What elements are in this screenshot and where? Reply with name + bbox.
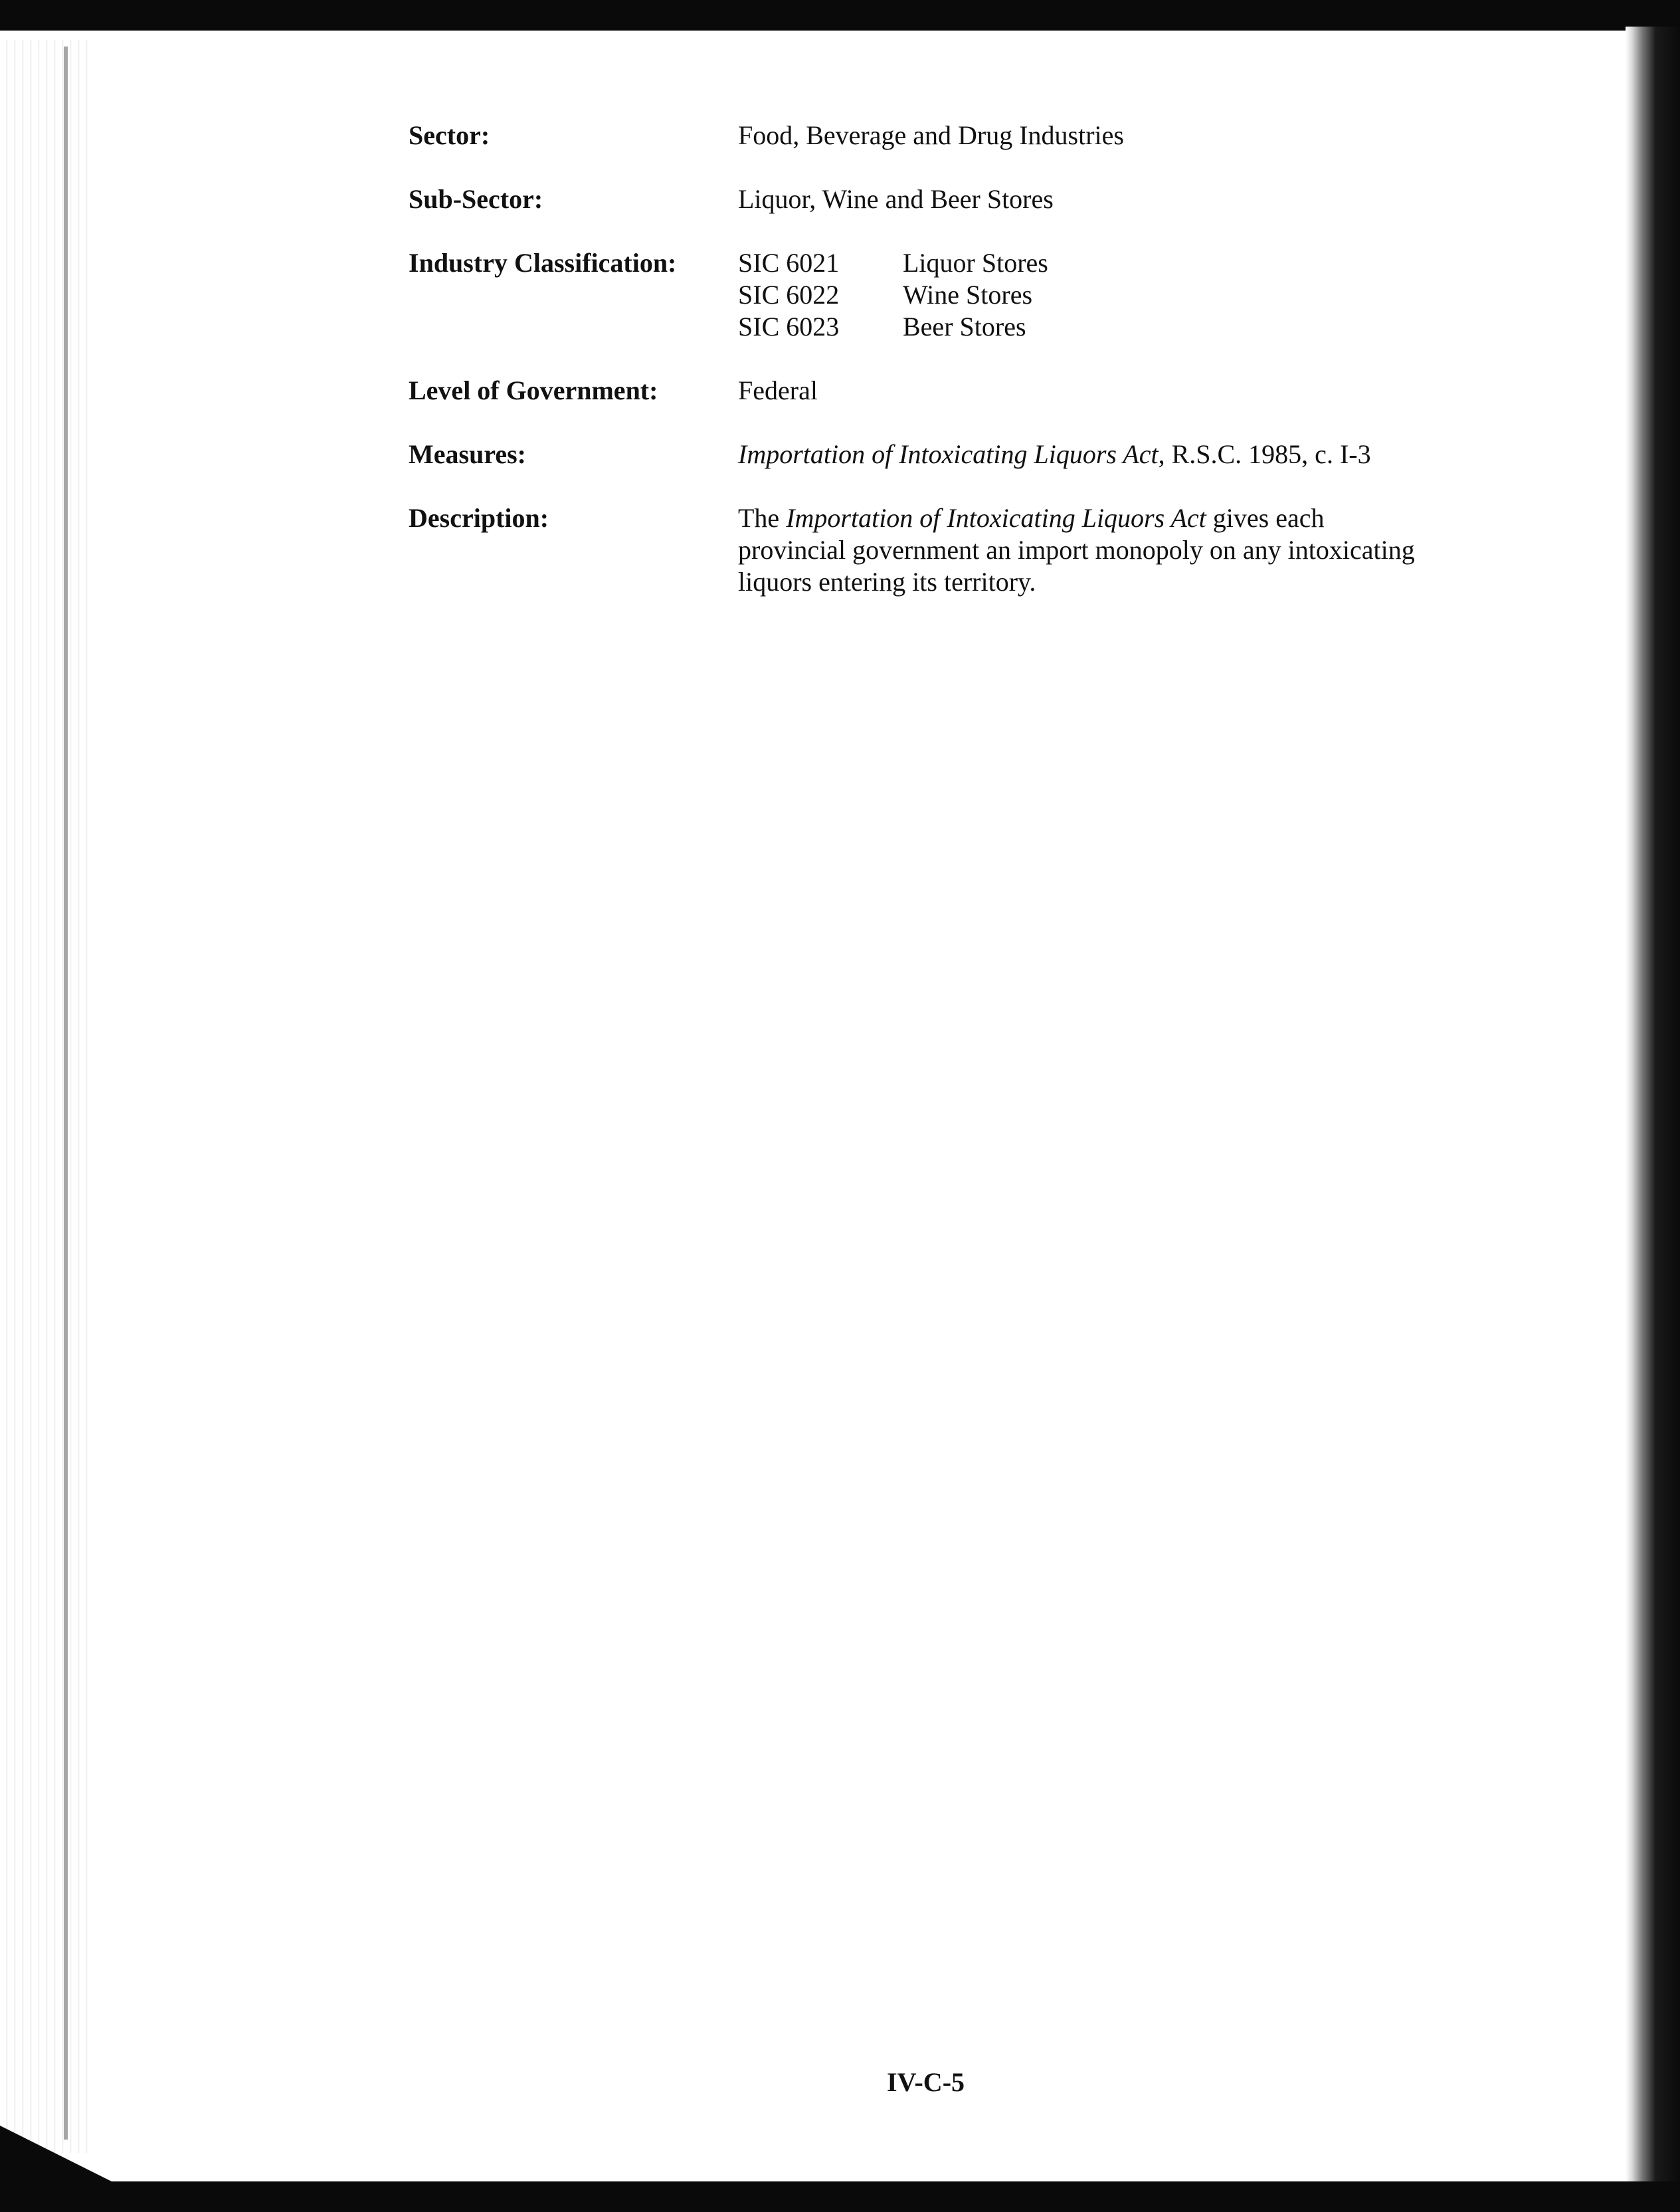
description-line-1 — [738, 502, 1475, 534]
scan-top-edge — [0, 0, 1680, 31]
description-suffix: gives each — [1206, 503, 1325, 533]
sub-sector-value: Liquor, Wine and Beer Stores — [738, 184, 1054, 214]
measures-label: Measures: — [409, 439, 526, 469]
level-of-government-value: Federal — [738, 375, 818, 405]
sector-label: Sector: — [409, 120, 490, 150]
scan-bottom-edge — [0, 2181, 1680, 2212]
sic-name: Wine Stores — [903, 280, 1033, 310]
level-of-government-label: Level of Government: — [409, 375, 658, 405]
sic-name: Liquor Stores — [903, 248, 1048, 278]
description-act-title: Importation of Intoxicating Liquors Act — [786, 503, 1206, 533]
industry-classification-label: Industry Classification: — [409, 248, 677, 278]
sic-code: SIC 6021 — [738, 248, 840, 278]
scan-left-noise — [0, 40, 93, 2153]
description-line-3: liquors entering its territory. — [738, 567, 1036, 597]
sic-name: Beer Stores — [903, 312, 1026, 342]
page-number: IV-C-5 — [887, 2067, 965, 2097]
description-label: Description: — [409, 503, 549, 533]
description-line-2: provincial government an import monopoly on any intoxicating — [738, 535, 1415, 565]
measures-citation: , R.S.C. 1985, c. I-3 — [1158, 439, 1371, 469]
sub-sector-label: Sub-Sector: — [409, 184, 543, 214]
sic-code: SIC 6022 — [738, 280, 840, 310]
measures-value — [738, 439, 1371, 470]
scan-binding-shadow — [64, 47, 68, 2140]
description-text — [738, 502, 1475, 598]
measures-act-title: Importation of Intoxicating Liquors Act — [738, 439, 1159, 469]
scan-right-edge — [1626, 27, 1680, 2212]
sic-code: SIC 6023 — [738, 312, 840, 342]
sector-value: Food, Beverage and Drug Industries — [738, 120, 1124, 150]
description-prefix: The — [738, 503, 787, 533]
